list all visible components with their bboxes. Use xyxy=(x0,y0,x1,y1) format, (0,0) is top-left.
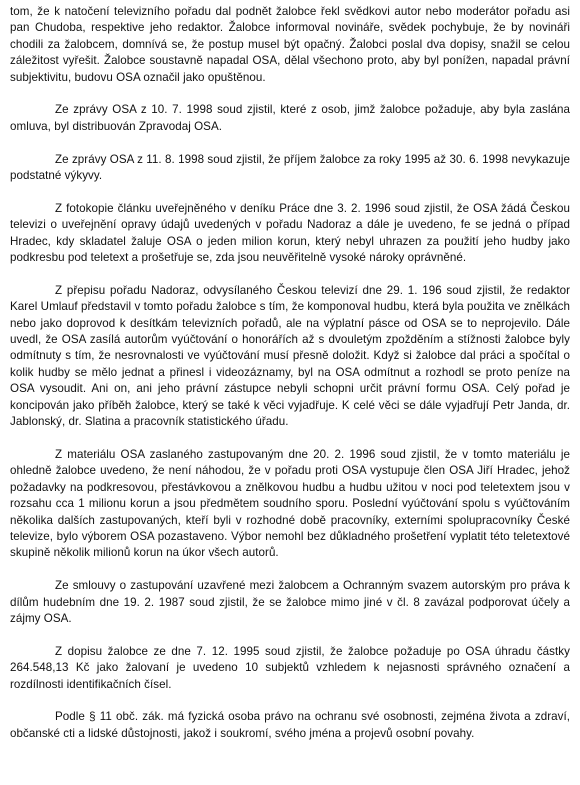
paragraph-witness-testimony: tom, že k natočení televizního pořadu dal podnět žalobce řekl svědkovi autor nebo moderátor pořadu asi pan Chudoba, respektive jeho redaktor. Žalobce informoval novináře, svědek pochybuje, že by novináři chodili za žalobcem, domnívá se, že postup musel být opačný. Žalobci poslal dva dopisy, snažil se celou záležitost vyřešit. Žalobce soustavně napadal OSA, dělal všechono proto, aby byl ponížen, napadal právní subjektivitu, budovu OSA označil jako opuštěnou. xyxy=(10,5,570,84)
paragraph-plaintiff-letter: Z dopisu žalobce ze dne 7. 12. 1995 soud zjistil, že žalobce požaduje po OSA úhradu částky 264.548,13 Kč jako žalovaní je uvedeno 10 subjektů vzhledem k nejasnosti správného označení a rozdílnosti identifikačních čísel. xyxy=(10,644,570,691)
paragraph-osa-report-august: Ze zprávy OSA z 11. 8. 1998 soud zjistil, že příjem žalobce za roky 1995 až 30. 6. 1998 nevykazuje podstatné výkyvy. xyxy=(10,152,570,183)
paragraph-nadoraz-transcript: Z přepisu pořadu Nadoraz, odvysílaného Českou televizí dne 29. 1. 196 soud zjistil, že redaktor Karel Umlauf představil v tomto pořadu žalobce s tím, že komponoval hudbu, která byla použita ve znělkách nebo jako doprovod k desítkám televizních pořadů, ale na výplatní pásce od OSA se to neprojevilo. Dále uvedl, že OSA zasílá autorům vyúčtování o honorářích až s dvouletým zpožděním a stížnosti žalobce byly odmítnuty s tím, že nesrovnalosti ve vyúčtování musí přesně doložit. Když si žalobce dal práci a spočítal o kolik hudby se mělo jednat a přinesl i videozáznamy, byl na OSA odmítnut a rozhodl se proto peníze na OSA vysoudit. Ani on, ani jeho právní zástupce nebyli schopni určit právní formu OSA. Celý pořad je koncipován jako příběh žalobce, který se také k věci vyjadřuje. K celé věci se dále vyjadřují Petr Janda, dr. Jablonský, dr. Slatina a pracovník statistického úřadu. xyxy=(10,283,570,429)
paragraph-osa-material: Z materiálu OSA zaslaného zastupovaným dne 20. 2. 1996 soud zjistil, že v tomto materiálu je ohledně žalobce uvedeno, že není náhodou, že v pořadu proti OSA vystupuje člen OSA Jiří Hradec, jehož požadavky na podkresovou, přestávkovou a znělkovou hudbu a hudbu užitou v noci pod teletextem jsou v rozsahu cca 1 milionu korun a jsou předmětem soudního sporu. Poslední vyúčtování spolu s vyúčtováním několika dalších zastupovaných, kteří byli v rozhodné době pracovníky, externími spolupracovníky České televize, bylo výborem OSA pozastaveno. Výbor nemohl bez důkladného prošetření vyplatit této teletextové skupině několik milionů korun na úkor všech autorů. xyxy=(10,447,570,560)
paragraph-prace-article: Z fotokopie článku uveřejněného v deníku Práce dne 3. 2. 1996 soud zjistil, že OSA žádá Českou televizi o uveřejnění opravy údajů uvedených v pořadu Nadoraz a dále je uvedeno, fe se jedná o případ Hradec, kdy skladatel žaluje OSA o jeden milion korun, který nebyl uhrazen za použití jeho hudby jako podkresbu pod teletext a prošetřuje se, zda jsou neuvěřitelně vysoké nároky oprávněné. xyxy=(10,201,570,265)
paragraph-civil-code-section: Podle § 11 obč. zák. má fyzická osoba právo na ochranu své osobnosti, zejména života a zdraví, občanské cti a lidské důstojnosti, jakož i soukromí, svého jména a projevů osobní povahy. xyxy=(10,710,570,740)
paragraph-representation-contract: Ze smlouvy o zastupování uzavřené mezi žalobcem a Ochranným svazem autorským pro práva k dílům hudebním dne 19. 2. 1987 soud zjistil, že se žalobce mimo jiné v čl. 8 zavázal podporovat účely a zájmy OSA. xyxy=(10,579,570,625)
paragraph-osa-report-july: Ze zprávy OSA z 10. 7. 1998 soud zjistil, které z osob, jimž žalobce požaduje, aby byla zaslána omluva, byl distribuován Zpravodaj OSA. xyxy=(10,103,570,133)
